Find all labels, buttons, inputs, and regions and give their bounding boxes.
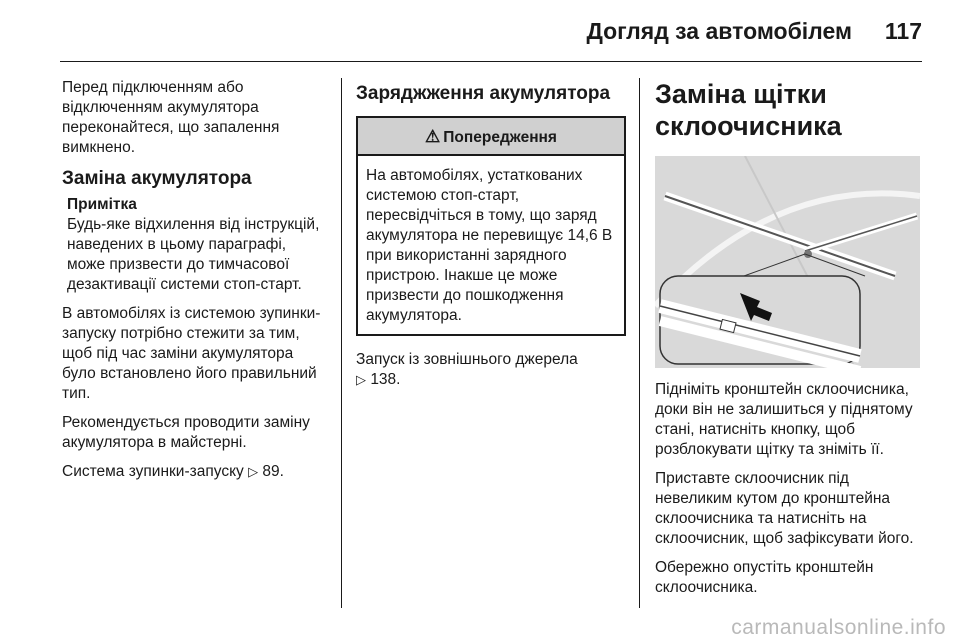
note-title: Примітка — [67, 196, 137, 213]
watermark: carmanualsonline.info — [731, 616, 946, 639]
header-divider — [60, 61, 922, 62]
workshop-paragraph: Рекомендується проводити заміну акумулятора в майстерні. — [62, 414, 310, 451]
page-number: 117 — [884, 18, 922, 44]
battery-replacement-heading: Заміна акумулятора — [62, 168, 252, 189]
reference-text: Система зупинки-запуску — [62, 463, 244, 480]
reference-arrow-icon: ▷ — [248, 464, 259, 479]
note-text: Будь-яке відхилення від інструкцій, наведених в цьому параграфі, може призвести до тимчасової дезактивації системи стоп-старт. — [67, 216, 320, 293]
reference-page-link[interactable]: 89. — [262, 463, 284, 480]
wiper-illustration-graphic — [655, 156, 920, 368]
stop-start-reference — [62, 462, 327, 482]
wiper-blade-illustration — [655, 156, 920, 368]
page-header — [60, 12, 922, 60]
warning-box — [356, 116, 626, 336]
intro-paragraph: Перед підключенням або відключенням акумулятора переконайтеся, що запалення вимкнено. — [62, 79, 280, 156]
column-left — [62, 78, 327, 491]
battery-type-paragraph: В автомобілях із системою зупинки-запуску потрібно стежити за тим, щоб під час заміни акумулятора було встановлено його правильний тип. — [62, 305, 321, 402]
lower-arm-paragraph: Обережно опустіть кронштейн склоочисника. — [655, 559, 874, 596]
warning-triangle-icon: ⚠ — [425, 127, 441, 146]
warning-text: На автомобілях, устаткованих системою стоп-старт, пересвідчіться в тому, що заряд акумулятора не перевищує 14,6 В при використанні зарядного пристрою. Інакше це може призвести до пошкодження акумулятора. — [366, 167, 613, 324]
warning-title: Попередження — [443, 129, 557, 146]
column-divider-2 — [639, 78, 640, 608]
column-right — [655, 78, 925, 607]
wiper-blade-heading: Заміна щітки склоочисника — [655, 79, 842, 141]
reference-page-link[interactable]: 138. — [370, 371, 401, 388]
note-block — [62, 195, 327, 295]
remove-blade-paragraph: Підніміть кронштейн склоочисника, доки він не залишиться у піднятому стані, натисніть кнопку, щоб розблокувати щітку та зніміть її. — [655, 381, 913, 458]
battery-charging-heading: Заряджження акумулятора — [356, 83, 611, 104]
warning-header — [358, 118, 624, 156]
reference-text: Запуск із зовнішнього джерела — [356, 351, 578, 368]
column-middle — [356, 78, 626, 399]
attach-blade-paragraph: Приставте склоочисник під невеликим кутом до кронштейна склоочисника та натисніть на склоочисник, щоб зафіксувати його. — [655, 470, 914, 547]
reference-arrow-icon: ▷ — [356, 372, 366, 387]
jump-start-reference — [356, 350, 626, 390]
section-title: Догляд за автомобілем — [586, 18, 852, 44]
column-divider-1 — [341, 78, 342, 608]
